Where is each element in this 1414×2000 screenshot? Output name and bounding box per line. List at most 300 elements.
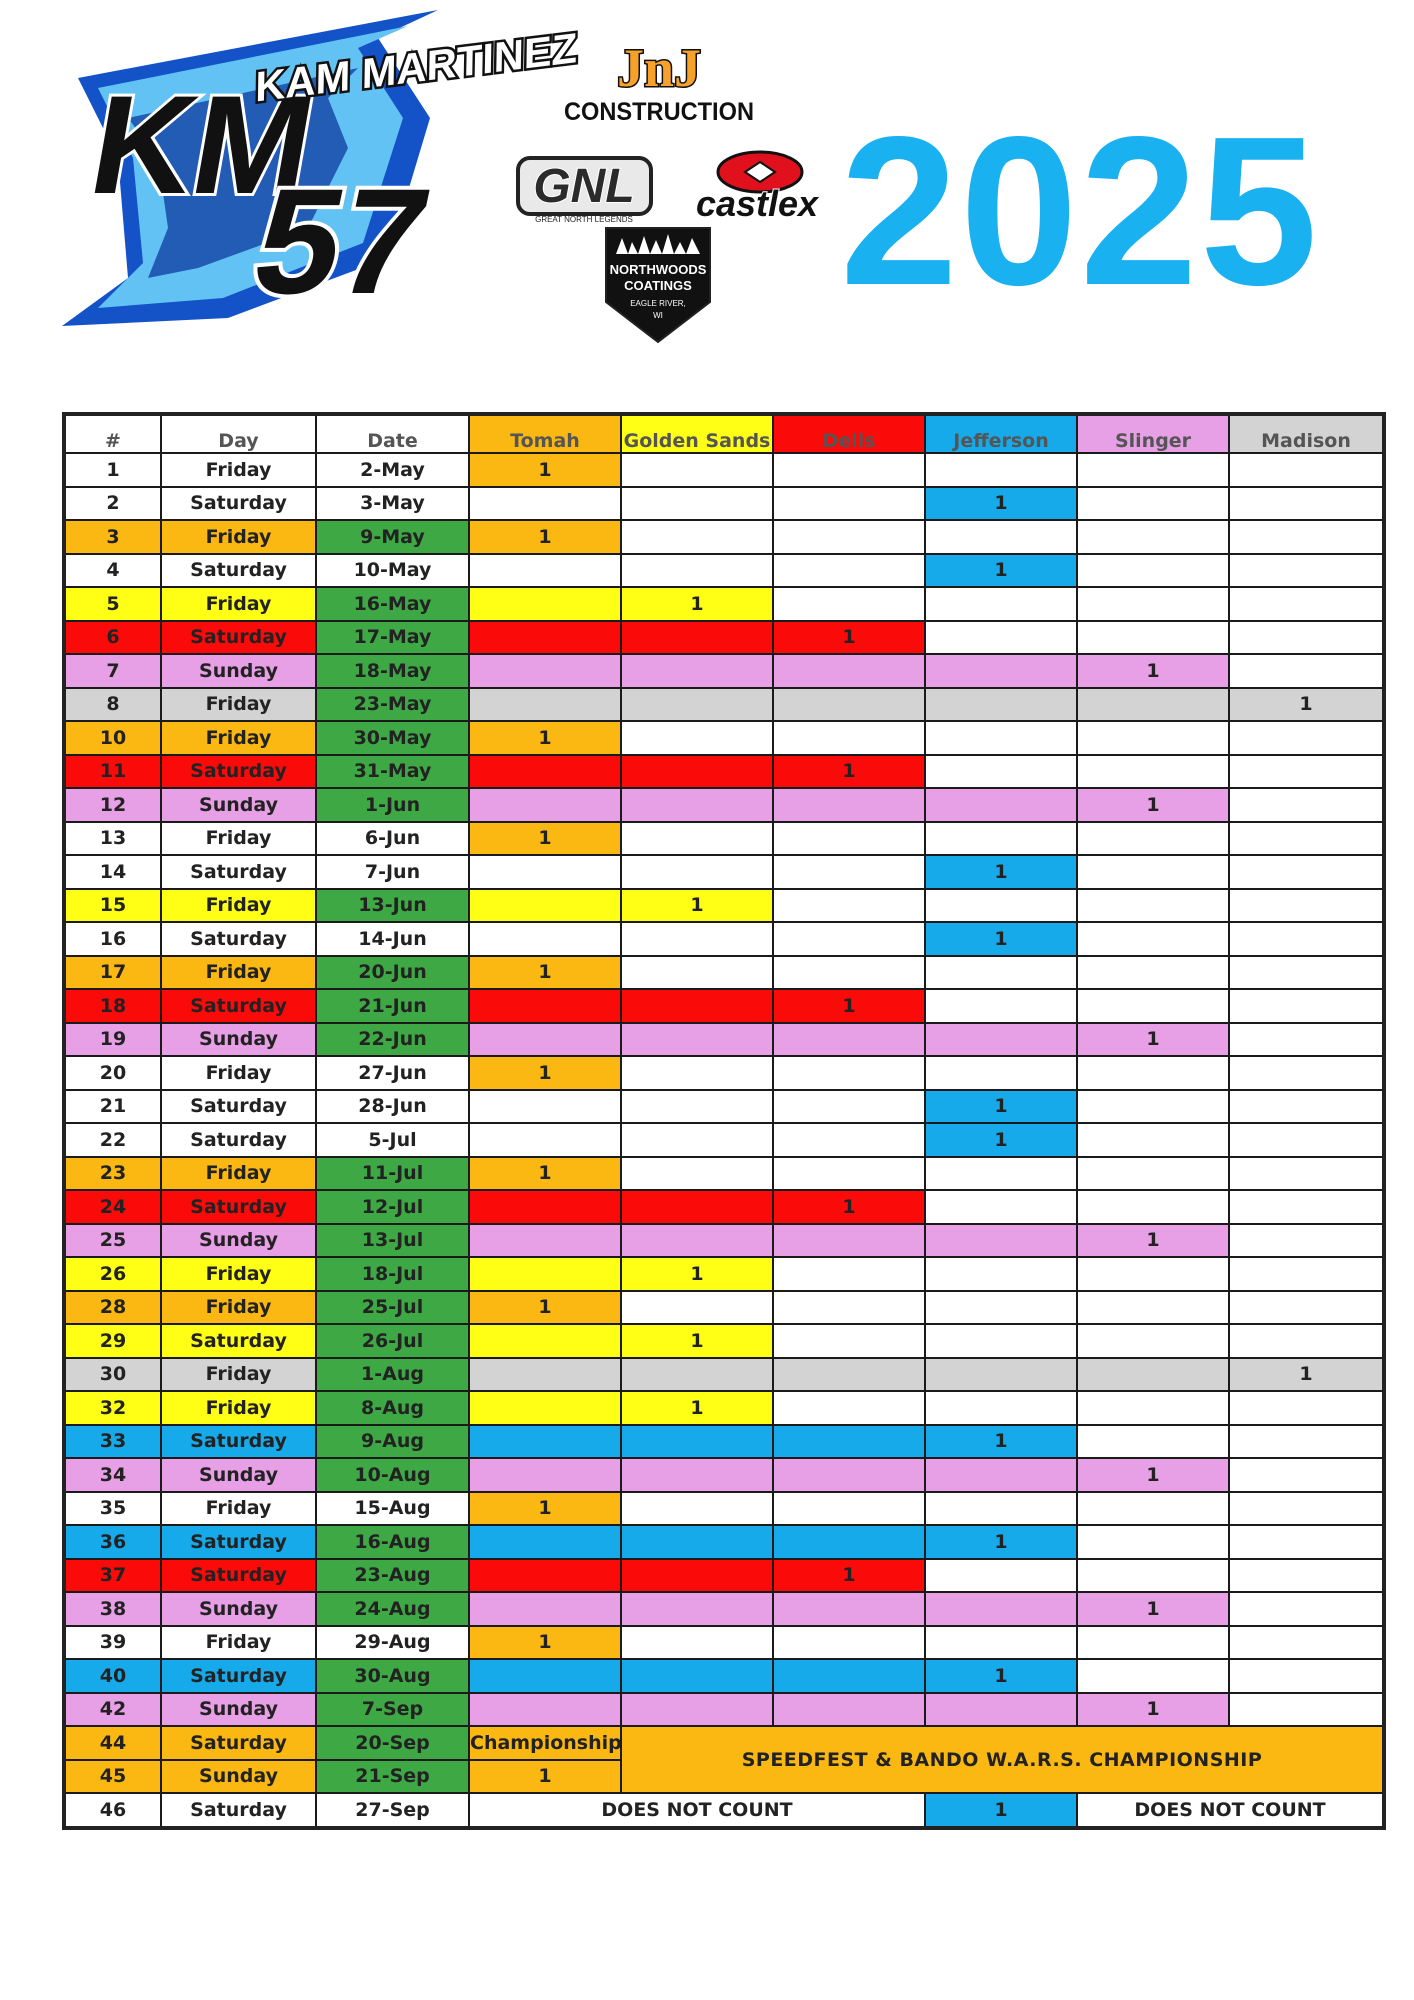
race-number: 18 <box>64 989 161 1023</box>
schedule-row <box>64 554 1384 588</box>
track-cell <box>469 1659 621 1693</box>
track-cell <box>773 855 925 889</box>
track-cell <box>1077 755 1229 789</box>
schedule-row <box>64 956 1384 990</box>
race-day: Saturday <box>161 1123 316 1157</box>
race-mark: 1 <box>925 922 1077 956</box>
track-cell <box>621 1123 773 1157</box>
race-mark: 1 <box>773 989 925 1023</box>
track-cell <box>469 889 621 923</box>
race-date: 11-Jul <box>316 1157 469 1191</box>
track-cell <box>469 989 621 1023</box>
track-cell <box>773 1123 925 1157</box>
race-day: Friday <box>161 1358 316 1392</box>
track-cell <box>469 1224 621 1258</box>
race-date: 18-Jul <box>316 1257 469 1291</box>
race-schedule-table <box>62 412 1386 1830</box>
race-number: 32 <box>64 1391 161 1425</box>
schedule-row <box>64 922 1384 956</box>
column-header-5: Golden Sands <box>621 414 773 453</box>
race-date: 10-Aug <box>316 1458 469 1492</box>
race-mark: 1 <box>621 1257 773 1291</box>
track-cell <box>773 1157 925 1191</box>
race-mark: 1 <box>469 1157 621 1191</box>
track-cell <box>1229 1492 1384 1526</box>
race-number: 12 <box>64 788 161 822</box>
driver-logo <box>58 8 578 338</box>
race-number: 14 <box>64 855 161 889</box>
track-cell <box>773 654 925 688</box>
track-cell <box>469 587 621 621</box>
track-cell <box>1229 1626 1384 1660</box>
track-cell <box>925 1157 1077 1191</box>
track-cell <box>469 487 621 521</box>
track-cell <box>621 1190 773 1224</box>
northwoods-line-3: EAGLE RIVER, <box>630 299 686 308</box>
track-cell <box>1229 520 1384 554</box>
track-cell <box>1077 487 1229 521</box>
race-number: 30 <box>64 1358 161 1392</box>
schedule-row <box>64 654 1384 688</box>
race-mark: 1 <box>925 1425 1077 1459</box>
track-cell <box>1077 1324 1229 1358</box>
race-date: 1-Aug <box>316 1358 469 1392</box>
schedule-row <box>64 1458 1384 1492</box>
jnj-subtitle: CONSTRUCTION <box>564 98 754 126</box>
race-date: 31-May <box>316 755 469 789</box>
race-date: 6-Jun <box>316 822 469 856</box>
track-cell <box>621 1224 773 1258</box>
track-cell <box>621 554 773 588</box>
race-mark: 1 <box>621 889 773 923</box>
track-cell <box>1229 453 1384 487</box>
race-mark: 1 <box>925 855 1077 889</box>
track-cell <box>925 453 1077 487</box>
schedule-row <box>64 1056 1384 1090</box>
race-mark: 1 <box>621 1391 773 1425</box>
track-cell <box>1229 1324 1384 1358</box>
track-cell <box>925 1291 1077 1325</box>
track-cell <box>1077 1190 1229 1224</box>
track-cell <box>1077 688 1229 722</box>
schedule-row <box>64 1592 1384 1626</box>
track-cell <box>925 654 1077 688</box>
race-date: 26-Jul <box>316 1324 469 1358</box>
northwoods-coatings-logo <box>602 224 714 346</box>
race-date: 17-May <box>316 621 469 655</box>
race-number: 4 <box>64 554 161 588</box>
track-cell <box>469 1358 621 1392</box>
race-day: Friday <box>161 520 316 554</box>
track-cell <box>925 1626 1077 1660</box>
race-day: Friday <box>161 1056 316 1090</box>
schedule-row <box>64 1425 1384 1459</box>
track-cell <box>621 688 773 722</box>
track-cell <box>1229 855 1384 889</box>
race-day: Friday <box>161 1391 316 1425</box>
track-cell <box>1077 1525 1229 1559</box>
column-header-3: Date <box>316 414 469 453</box>
track-cell <box>925 1190 1077 1224</box>
track-cell <box>1229 755 1384 789</box>
table-body <box>64 453 1384 1828</box>
race-date: 15-Aug <box>316 1492 469 1526</box>
race-mark: 1 <box>1229 1358 1384 1392</box>
track-cell <box>1077 1391 1229 1425</box>
championship-banner: SPEEDFEST & BANDO W.A.R.S. CHAMPIONSHIP <box>621 1726 1384 1793</box>
race-number: 42 <box>64 1693 161 1727</box>
race-number: 46 <box>64 1793 161 1828</box>
race-mark: 1 <box>469 1056 621 1090</box>
track-cell <box>1229 654 1384 688</box>
race-date: 25-Jul <box>316 1291 469 1325</box>
track-cell <box>1229 1157 1384 1191</box>
track-cell <box>1229 1224 1384 1258</box>
schedule-row <box>64 487 1384 521</box>
race-date: 30-May <box>316 721 469 755</box>
race-number: 39 <box>64 1626 161 1660</box>
race-date: 10-May <box>316 554 469 588</box>
schedule-row <box>64 1291 1384 1325</box>
track-cell <box>469 621 621 655</box>
track-cell <box>773 1592 925 1626</box>
race-mark: 1 <box>469 520 621 554</box>
race-day: Saturday <box>161 989 316 1023</box>
race-number: 1 <box>64 453 161 487</box>
race-day: Friday <box>161 453 316 487</box>
race-day: Saturday <box>161 1659 316 1693</box>
race-day: Saturday <box>161 855 316 889</box>
schedule-row <box>64 1090 1384 1124</box>
track-cell <box>773 1492 925 1526</box>
track-cell <box>469 1391 621 1425</box>
schedule-row <box>64 1391 1384 1425</box>
race-day: Sunday <box>161 1760 316 1794</box>
track-cell <box>469 1425 621 1459</box>
race-date: 23-May <box>316 688 469 722</box>
race-mark: 1 <box>469 453 621 487</box>
track-cell <box>1229 721 1384 755</box>
schedule-row <box>64 1157 1384 1191</box>
track-cell <box>1077 1123 1229 1157</box>
race-date: 16-May <box>316 587 469 621</box>
track-cell <box>773 1291 925 1325</box>
race-number: 16 <box>64 922 161 956</box>
race-date: 16-Aug <box>316 1525 469 1559</box>
race-date: 7-Sep <box>316 1693 469 1727</box>
race-date: 2-May <box>316 453 469 487</box>
race-number: 28 <box>64 1291 161 1325</box>
championship-row <box>64 1726 1384 1760</box>
race-mark: 1 <box>925 1793 1077 1828</box>
track-cell <box>621 1559 773 1593</box>
track-cell <box>621 1358 773 1392</box>
track-cell <box>1229 1391 1384 1425</box>
schedule-row <box>64 1358 1384 1392</box>
race-number: 15 <box>64 889 161 923</box>
race-mark: 1 <box>925 487 1077 521</box>
track-cell <box>773 554 925 588</box>
race-day: Saturday <box>161 1425 316 1459</box>
race-day: Saturday <box>161 1190 316 1224</box>
track-cell <box>1077 1291 1229 1325</box>
track-cell <box>1077 1659 1229 1693</box>
track-cell <box>621 755 773 789</box>
track-cell <box>1229 1056 1384 1090</box>
track-cell <box>1229 587 1384 621</box>
track-cell <box>773 1090 925 1124</box>
track-cell <box>925 587 1077 621</box>
track-cell <box>469 554 621 588</box>
track-cell <box>469 855 621 889</box>
track-cell <box>925 889 1077 923</box>
track-cell <box>773 956 925 990</box>
track-cell <box>621 1525 773 1559</box>
race-day: Friday <box>161 721 316 755</box>
race-number: 6 <box>64 621 161 655</box>
race-mark: 1 <box>1077 1458 1229 1492</box>
schedule-row <box>64 1123 1384 1157</box>
track-cell <box>1077 520 1229 554</box>
track-cell <box>621 721 773 755</box>
race-date: 22-Jun <box>316 1023 469 1057</box>
jnj-wordmark: JnJ <box>616 38 702 98</box>
track-cell <box>469 1257 621 1291</box>
track-cell <box>1077 1157 1229 1191</box>
track-cell <box>1229 1257 1384 1291</box>
track-cell <box>1229 1090 1384 1124</box>
race-date: 20-Jun <box>316 956 469 990</box>
race-number: 45 <box>64 1760 161 1794</box>
track-cell <box>773 1693 925 1727</box>
race-mark: 1 <box>1077 788 1229 822</box>
northwoods-line-2: COATINGS <box>624 278 692 293</box>
gnl-subtitle: GREAT NORTH LEGENDS <box>535 215 633 224</box>
track-cell <box>469 755 621 789</box>
column-header-2: Day <box>161 414 316 453</box>
race-day: Friday <box>161 889 316 923</box>
race-number: 34 <box>64 1458 161 1492</box>
gnl-wordmark: GNL <box>533 160 635 213</box>
track-cell <box>469 654 621 688</box>
race-date: 13-Jun <box>316 889 469 923</box>
track-cell <box>1229 788 1384 822</box>
track-cell <box>925 1324 1077 1358</box>
race-date: 1-Jun <box>316 788 469 822</box>
track-cell <box>925 1056 1077 1090</box>
track-cell <box>1229 1559 1384 1593</box>
logo-driver-name: KAM MARTINEZ <box>255 23 578 111</box>
track-cell <box>621 1693 773 1727</box>
track-cell <box>621 922 773 956</box>
track-cell <box>773 1458 925 1492</box>
schedule-row <box>64 453 1384 487</box>
track-cell <box>621 1425 773 1459</box>
track-cell <box>1229 1659 1384 1693</box>
track-cell <box>1077 1090 1229 1124</box>
table-header-row <box>64 414 1384 453</box>
track-cell <box>469 1023 621 1057</box>
schedule-row <box>64 520 1384 554</box>
race-number: 29 <box>64 1324 161 1358</box>
track-cell <box>1229 1123 1384 1157</box>
race-number: 22 <box>64 1123 161 1157</box>
track-cell <box>621 487 773 521</box>
race-day: Saturday <box>161 1525 316 1559</box>
track-cell <box>773 889 925 923</box>
track-cell <box>773 587 925 621</box>
schedule-row <box>64 1224 1384 1258</box>
track-cell <box>1077 989 1229 1023</box>
track-cell <box>621 520 773 554</box>
track-cell <box>773 487 925 521</box>
race-mark: 1 <box>469 822 621 856</box>
track-cell <box>1077 587 1229 621</box>
race-number: 7 <box>64 654 161 688</box>
track-cell <box>925 621 1077 655</box>
schedule-row <box>64 822 1384 856</box>
race-date: 18-May <box>316 654 469 688</box>
track-cell <box>773 922 925 956</box>
track-cell <box>469 1592 621 1626</box>
race-mark: 1 <box>469 1291 621 1325</box>
race-date: 28-Jun <box>316 1090 469 1124</box>
race-mark: 1 <box>1229 688 1384 722</box>
race-number: 35 <box>64 1492 161 1526</box>
race-number: 25 <box>64 1224 161 1258</box>
race-day: Sunday <box>161 788 316 822</box>
track-cell <box>469 1458 621 1492</box>
race-mark: 1 <box>925 1659 1077 1693</box>
race-day: Saturday <box>161 1793 316 1828</box>
track-cell <box>1229 922 1384 956</box>
track-cell <box>773 822 925 856</box>
race-day: Saturday <box>161 1090 316 1124</box>
race-number: 40 <box>64 1659 161 1693</box>
race-mark: 1 <box>469 1626 621 1660</box>
schedule-row <box>64 1190 1384 1224</box>
season-year: 2025 <box>840 92 1320 329</box>
logo-initials: KM <box>80 65 326 223</box>
schedule-row <box>64 1659 1384 1693</box>
track-cell <box>1077 1257 1229 1291</box>
track-cell <box>773 1659 925 1693</box>
race-day: Saturday <box>161 554 316 588</box>
track-cell <box>469 788 621 822</box>
schedule-row <box>64 1023 1384 1057</box>
race-mark: 1 <box>773 621 925 655</box>
schedule-row <box>64 989 1384 1023</box>
race-date: 9-Aug <box>316 1425 469 1459</box>
schedule-row <box>64 1626 1384 1660</box>
track-cell <box>1229 554 1384 588</box>
race-mark: 1 <box>925 554 1077 588</box>
race-date: 14-Jun <box>316 922 469 956</box>
track-cell <box>621 788 773 822</box>
race-date: 21-Jun <box>316 989 469 1023</box>
track-cell <box>621 1090 773 1124</box>
race-mark: 1 <box>621 1324 773 1358</box>
race-day: Friday <box>161 587 316 621</box>
track-cell <box>1077 956 1229 990</box>
track-cell <box>469 688 621 722</box>
race-mark: 1 <box>469 956 621 990</box>
track-cell <box>925 1023 1077 1057</box>
race-day: Friday <box>161 688 316 722</box>
track-cell <box>1229 1023 1384 1057</box>
schedule-row <box>64 1525 1384 1559</box>
track-cell <box>925 989 1077 1023</box>
schedule-row <box>64 855 1384 889</box>
race-number: 10 <box>64 721 161 755</box>
track-cell <box>1077 1358 1229 1392</box>
race-number: 3 <box>64 520 161 554</box>
track-cell <box>1077 1056 1229 1090</box>
track-cell <box>773 1425 925 1459</box>
race-date: 13-Jul <box>316 1224 469 1258</box>
race-number: 20 <box>64 1056 161 1090</box>
track-cell <box>925 1492 1077 1526</box>
track-cell <box>621 621 773 655</box>
race-day: Friday <box>161 1626 316 1660</box>
track-cell <box>1077 1492 1229 1526</box>
track-cell <box>621 989 773 1023</box>
schedule-row <box>64 587 1384 621</box>
race-day: Sunday <box>161 1224 316 1258</box>
race-date: 12-Jul <box>316 1190 469 1224</box>
track-cell <box>1077 554 1229 588</box>
track-cell <box>469 1190 621 1224</box>
track-cell <box>1229 889 1384 923</box>
track-cell <box>925 755 1077 789</box>
race-number: 44 <box>64 1726 161 1760</box>
track-cell <box>621 1492 773 1526</box>
race-day: Sunday <box>161 1592 316 1626</box>
column-header-4: Tomah <box>469 414 621 453</box>
final-row <box>64 1793 1384 1828</box>
race-day: Friday <box>161 956 316 990</box>
race-number: 17 <box>64 956 161 990</box>
track-cell <box>773 1023 925 1057</box>
track-cell <box>621 1626 773 1660</box>
does-not-count-note: DOES NOT COUNT <box>469 1793 925 1828</box>
track-cell <box>1229 956 1384 990</box>
track-cell <box>469 1693 621 1727</box>
race-mark: 1 <box>1077 1693 1229 1727</box>
castlex-logo <box>665 150 845 224</box>
race-mark: 1 <box>1077 1224 1229 1258</box>
track-cell <box>1077 1425 1229 1459</box>
track-cell <box>1229 822 1384 856</box>
schedule-row <box>64 1559 1384 1593</box>
does-not-count-note: DOES NOT COUNT <box>1077 1793 1384 1828</box>
track-cell <box>621 956 773 990</box>
track-cell <box>621 822 773 856</box>
track-cell <box>469 922 621 956</box>
race-number: 21 <box>64 1090 161 1124</box>
track-cell <box>925 1592 1077 1626</box>
race-number: 11 <box>64 755 161 789</box>
race-day: Saturday <box>161 621 316 655</box>
track-cell <box>621 855 773 889</box>
track-cell <box>1229 1291 1384 1325</box>
track-cell <box>621 1291 773 1325</box>
race-day: Saturday <box>161 1559 316 1593</box>
track-cell <box>621 654 773 688</box>
race-mark: 1 <box>773 755 925 789</box>
column-header-7: Jefferson <box>925 414 1077 453</box>
schedule-row <box>64 1257 1384 1291</box>
